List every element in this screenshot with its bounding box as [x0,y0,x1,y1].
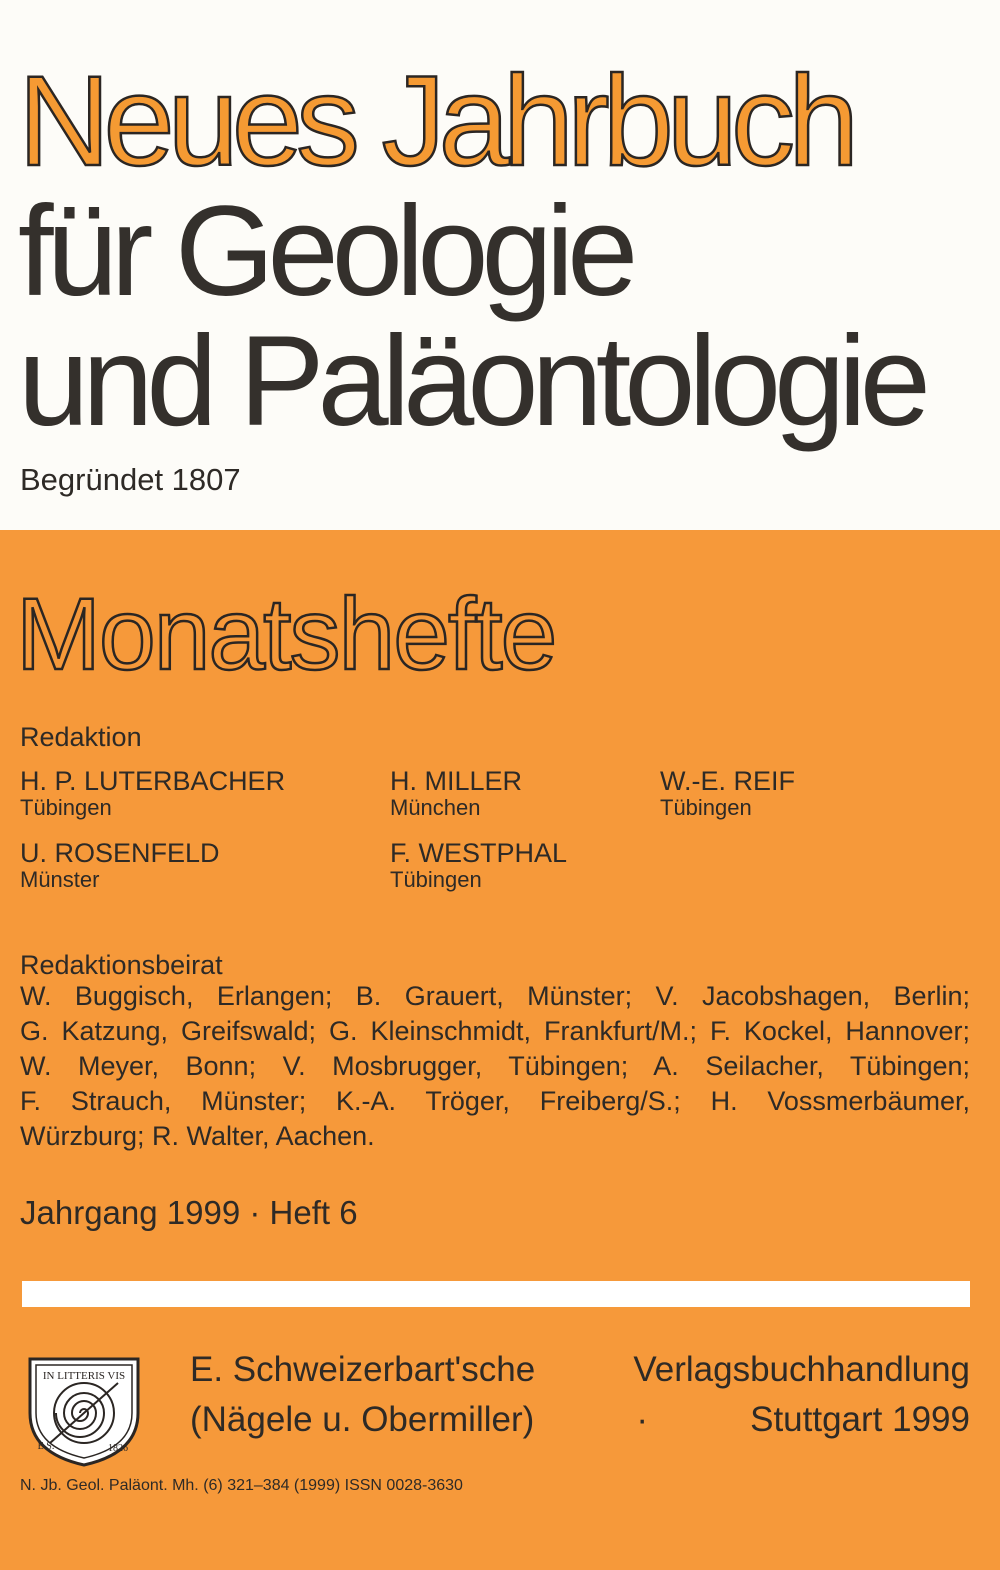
white-stripe [22,1281,970,1307]
publisher-place-year: Stuttgart 1999 [750,1400,970,1439]
editor-name: U. ROSENFELD [20,838,220,868]
board-members [20,979,970,1154]
editor-city: Münster [20,867,100,892]
journal-title-line-3: und Paläontologie [18,310,924,453]
seal-initials: E.S. [37,1441,55,1452]
series-title: Monatshefte [16,577,556,691]
publisher-owners: (Nägele u. Obermiller) [190,1400,535,1439]
publisher-seal-icon [20,1353,148,1469]
editor-city: Tübingen [390,867,482,892]
seal-motto: IN LITTERIS VIS [42,1370,126,1382]
editor-name: F. WESTPHAL [390,838,568,868]
publisher-type: Verlagsbuchhandlung [633,1350,970,1389]
editor-entry [20,838,220,892]
cover-body [0,530,1000,1570]
publisher-line-2 [190,1400,970,1440]
board-line: W. Meyer, Bonn; V. Mosbrugger, Tübingen; A. Seilacher, Tübingen; [20,1051,970,1081]
board-line: G. Katzung, Greifswald; G. Kleinschmidt, Frankfurt/M.; F. Kockel, Hannover; [20,1016,970,1046]
publisher-line-1 [190,1350,970,1390]
editor-entry [390,766,522,820]
editor-name: H. MILLER [390,766,523,796]
board-heading: Redaktionsbeirat [20,950,223,980]
citation-line: N. Jb. Geol. Paläont. Mh. (6) 321–384 (1999) ISSN 0028-3630 [20,1477,463,1494]
editor-name: H. P. LUTERBACHER [20,766,286,796]
editor-city: Tübingen [660,795,752,820]
cover-header [0,0,1000,530]
editor-city: Tübingen [20,795,112,820]
publisher-separator: · [636,1400,649,1439]
seal-year: 1826 [108,1443,128,1454]
editor-name: W.-E. REIF [660,766,795,796]
board-line: Würzburg; R. Walter, Aachen. [20,1121,375,1151]
volume-issue: Jahrgang 1999 · Heft 6 [20,1194,358,1231]
editor-city: München [390,795,481,820]
board-line: W. Buggisch, Erlangen; B. Grauert, Münster; V. Jacobshagen, Berlin; [20,981,970,1011]
journal-title-line-1: Neues Jahrbuch [18,50,853,193]
founded-note: Begründet 1807 [20,462,241,497]
publisher-name: E. Schweizerbart'sche [190,1350,536,1389]
journal-title-line-2: für Geologie [18,180,632,323]
board-line: F. Strauch, Münster; K.-A. Tröger, Freiberg/S.; H. Vossmerbäumer, [20,1086,970,1116]
editor-entry [660,766,795,820]
editor-entry [390,838,567,892]
editorial-heading: Redaktion [20,722,142,752]
editor-entry [20,766,285,820]
